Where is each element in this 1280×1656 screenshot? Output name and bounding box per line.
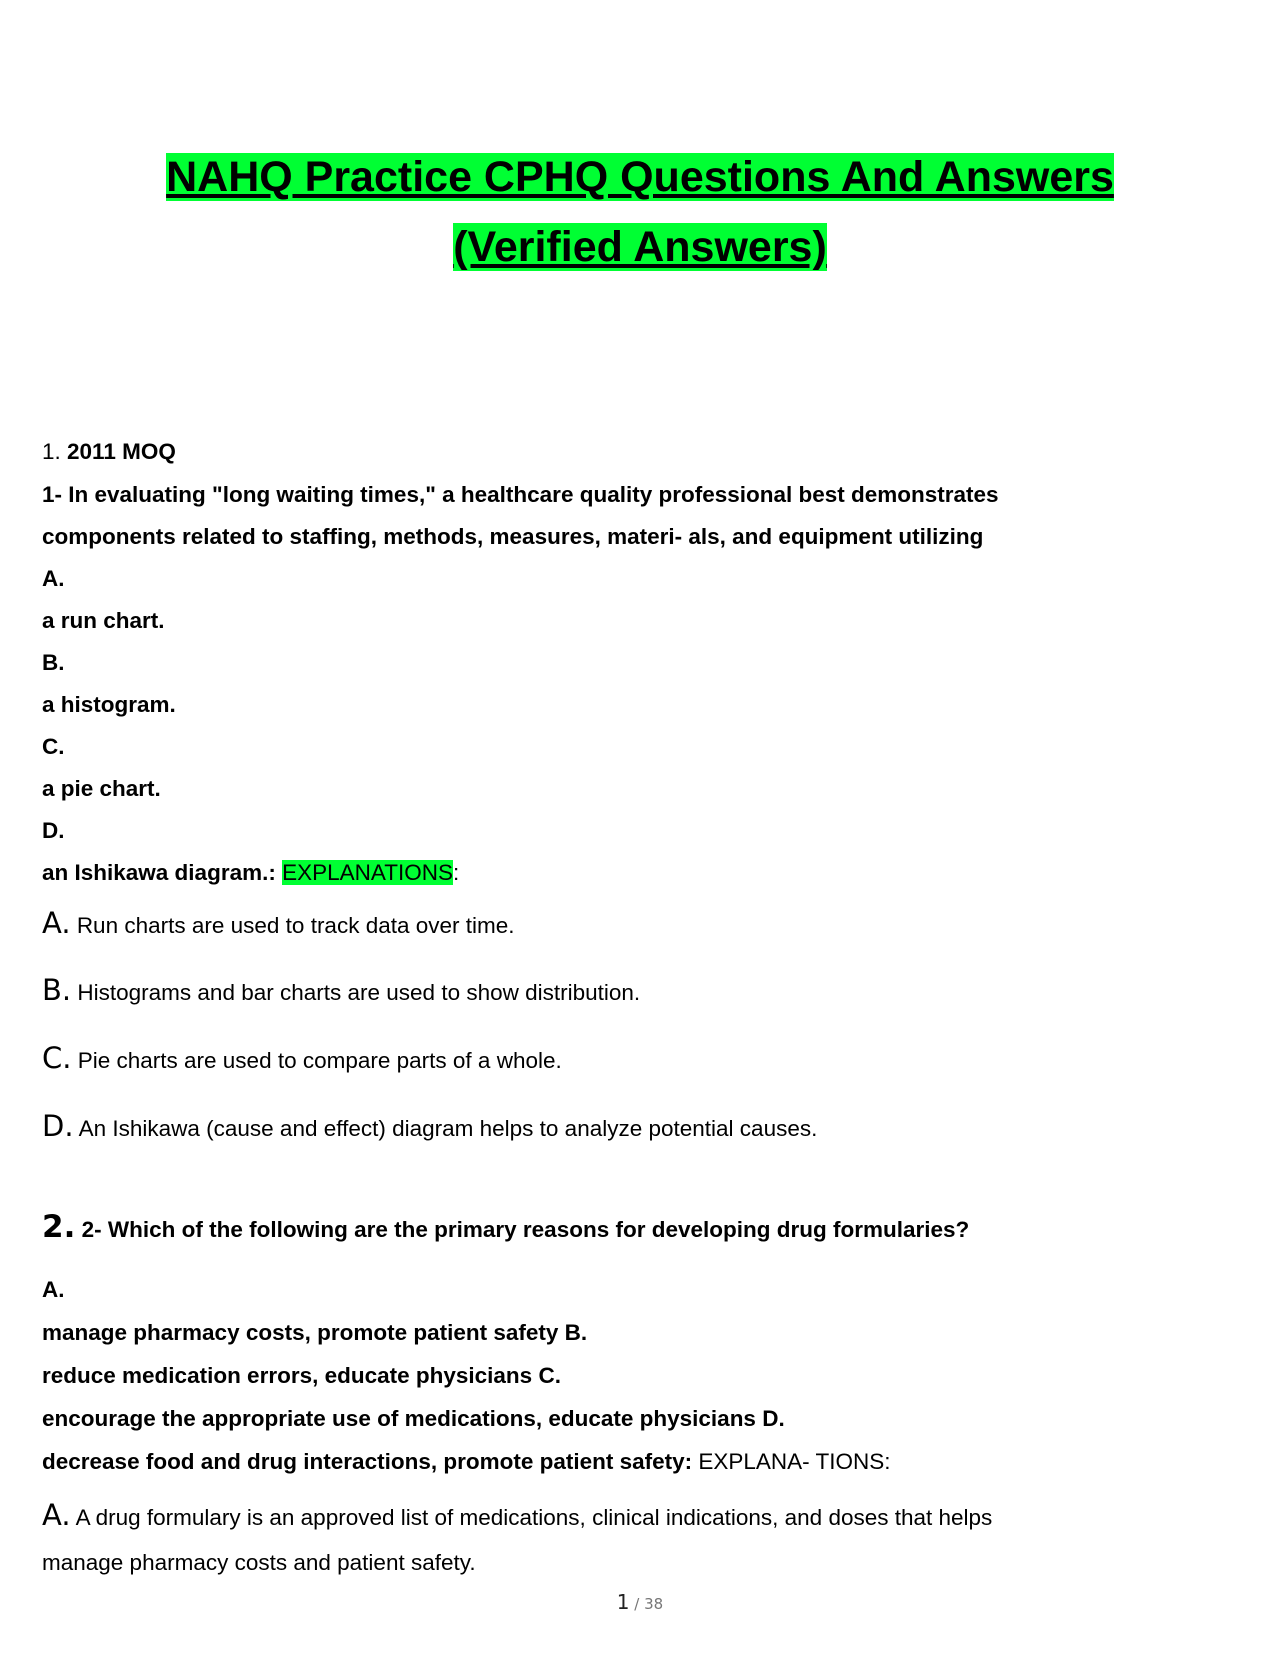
- option-line: reduce medication errors, educate physicians C.: [42, 1363, 561, 1388]
- explanation-b: [42, 975, 640, 1008]
- question-number: 2.: [42, 1209, 76, 1245]
- explanation-continuation: manage pharmacy costs and patient safety.: [42, 1550, 476, 1575]
- option-text: a run chart.: [42, 608, 165, 633]
- explanation-text: Run charts are used to track data over time.: [76, 913, 515, 938]
- question-1-stem-line-1: 1- In evaluating "long waiting times," a healthcare quality professional best demonstrates: [42, 482, 999, 507]
- question-2-header: [42, 1209, 970, 1245]
- explanation-text: Pie charts are used to compare parts of a whole.: [77, 1048, 562, 1073]
- question-stem: 2- Which of the following are the primary reasons for developing drug formularies?: [81, 1217, 970, 1242]
- option-text: a pie chart.: [42, 776, 161, 801]
- explanation-letter: A.: [42, 906, 71, 940]
- explanation-letter: C.: [42, 1041, 72, 1075]
- option-letter: D.: [42, 818, 65, 843]
- explanation-text: A drug formulary is an approved list of medications, clinical indications, and doses that helps: [75, 1505, 993, 1530]
- explanations-label: EXPLANA- TIONS:: [692, 1449, 891, 1474]
- option-letter: B.: [42, 650, 65, 675]
- option-text: a histogram.: [42, 692, 176, 717]
- title-text-2: (Verified Answers): [453, 223, 827, 271]
- explanation-a: [42, 1500, 992, 1533]
- explanation-text: Histograms and bar charts are used to show distribution.: [77, 980, 641, 1005]
- explanations-label: EXPLANATIONS: [282, 860, 453, 885]
- explanation-a: [42, 908, 515, 941]
- explanation-d: [42, 1111, 817, 1144]
- option-letter: A.: [42, 1277, 65, 1302]
- option-line: encourage the appropriate use of medications, educate physicians D.: [42, 1406, 785, 1431]
- option-text: an Ishikawa diagram.:: [42, 860, 276, 885]
- question-number: 1.: [42, 439, 61, 464]
- title-text-1: NAHQ Practice CPHQ Questions And Answers: [166, 153, 1114, 201]
- document-title-line-2: [0, 222, 1280, 272]
- document-title-line-1: [0, 152, 1280, 202]
- explanation-letter: B.: [42, 973, 72, 1007]
- option-d-with-explanations: [42, 858, 459, 888]
- explanation-letter: A.: [42, 1498, 71, 1532]
- page-indicator: [0, 1590, 1280, 1614]
- option-line-last: [42, 1447, 891, 1477]
- current-page: 1: [616, 1590, 630, 1614]
- option-text: decrease food and drug interactions, promote patient safety:: [42, 1449, 693, 1474]
- explanations-colon: :: [453, 860, 460, 885]
- question-1-stem-line-2: components related to staffing, methods, measures, materi- als, and equipment utilizing: [42, 524, 984, 549]
- question-heading: 2011 MOQ: [67, 439, 176, 464]
- question-1-header: [42, 437, 176, 467]
- explanation-text: An Ishikawa (cause and effect) diagram helps to analyze potential causes.: [78, 1116, 818, 1141]
- total-pages: / 38: [629, 1595, 664, 1613]
- explanation-letter: D.: [42, 1109, 74, 1143]
- option-line: manage pharmacy costs, promote patient safety B.: [42, 1320, 588, 1345]
- option-letter: C.: [42, 734, 65, 759]
- option-letter: A.: [42, 566, 65, 591]
- explanation-c: [42, 1043, 562, 1076]
